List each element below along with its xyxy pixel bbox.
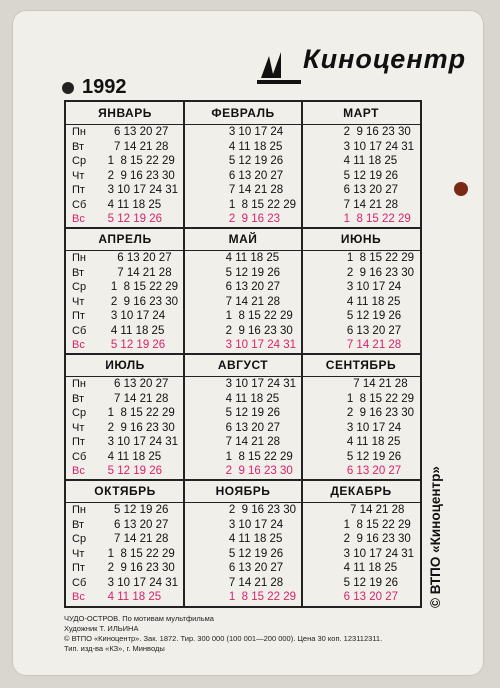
week-row: 7 14 21 28 (107, 140, 169, 153)
weekday-label: Вт (72, 392, 85, 405)
month-block (184, 354, 302, 480)
calendar-grid (64, 100, 422, 608)
grid-divider (66, 479, 420, 481)
month-block (302, 354, 420, 480)
weekday-label: Пт (72, 562, 85, 574)
kinocentr-logo (257, 42, 467, 92)
month-dates (108, 125, 178, 227)
week-row: 5 12 19 26 (343, 576, 399, 589)
month-block (66, 480, 184, 606)
week-row: 1 8 15 22 29 (343, 213, 411, 225)
weekday-label: Вс (72, 591, 85, 603)
footer-line: Тип. изд-ва «КЗ», г. Минводы (64, 644, 165, 653)
week-row: 1 8 15 22 29 (346, 392, 414, 405)
month-name: АВГУСТ (184, 354, 302, 377)
week-row: 6 13 20 27 (110, 252, 172, 264)
week-row: 7 14 21 28 (107, 533, 169, 545)
week-row: 7 14 21 28 (107, 392, 169, 405)
week-row: 1 8 15 22 29 (228, 198, 296, 211)
week-row: 1 8 15 22 29 (110, 281, 178, 293)
week-row: 7 14 21 28 (225, 295, 281, 308)
week-row: 2 9 16 23 30 (107, 562, 175, 574)
week-row: 7 14 21 28 (343, 198, 399, 211)
week-row: 6 13 20 27 (107, 126, 169, 138)
weekday-label: Сб (72, 198, 87, 211)
footer-line: ЧУДО-ОСТРОВ. По мотивам мультфильма (64, 614, 214, 623)
week-row: 4 11 18 25 (225, 252, 280, 264)
week-row: 7 14 21 28 (346, 339, 402, 351)
week-row: 2 9 16 23 30 (110, 295, 178, 308)
week-row: 6 13 20 27 (343, 591, 399, 603)
week-row: 2 9 16 23 30 (225, 324, 293, 337)
week-row: 2 9 16 23 30 (107, 169, 175, 182)
month-block (66, 228, 184, 354)
week-row: 7 14 21 28 (346, 378, 408, 390)
week-row: 5 12 19 26 (228, 547, 284, 560)
week-row: 1 8 15 22 29 (225, 310, 293, 322)
weekday-label: Ср (72, 533, 87, 545)
week-row: 1 8 15 22 29 (107, 547, 175, 560)
week-row: 4 11 18 25 (225, 392, 280, 405)
month-dates (108, 377, 178, 479)
week-row: 1 8 15 22 29 (225, 450, 293, 463)
month-name: ЯНВАРЬ (66, 102, 184, 125)
week-row: 4 11 18 25 (346, 295, 401, 308)
week-row: 3 10 17 24 31 (343, 140, 414, 153)
week-row: 4 11 18 25 (107, 198, 162, 211)
month-name: ФЕВРАЛЬ (184, 102, 302, 125)
month-dates (226, 251, 296, 353)
week-row: 3 10 17 24 (346, 281, 402, 293)
month-block (66, 102, 184, 228)
weekday-label: Ср (72, 407, 87, 419)
week-row: 5 12 19 26 (228, 155, 284, 167)
weekday-label: Сб (72, 324, 87, 337)
month-dates (344, 503, 414, 605)
logo-text: Киноцентр (303, 44, 467, 74)
month-name: ОКТЯБРЬ (66, 480, 184, 503)
month-name: НОЯБРЬ (184, 480, 302, 503)
week-row: 6 13 20 27 (228, 562, 284, 574)
week-row: 1 8 15 22 29 (107, 155, 175, 167)
week-row: 4 11 18 25 (107, 450, 162, 463)
weekday-label: Сб (72, 450, 87, 463)
week-row: 1 8 15 22 29 (346, 252, 414, 264)
month-name: ИЮНЬ (302, 228, 420, 251)
week-row: 6 13 20 27 (346, 465, 402, 477)
week-row: 3 10 17 24 31 (343, 547, 414, 560)
month-dates (344, 125, 414, 227)
year-header (62, 76, 127, 99)
publisher-vertical: © ВТПО «Киноцентр» (428, 466, 443, 608)
weekday-label: Пн (72, 378, 86, 390)
week-row: 6 13 20 27 (107, 378, 169, 390)
week-row: 4 11 18 25 (228, 140, 283, 153)
week-row: 4 11 18 25 (343, 562, 398, 574)
month-dates (347, 251, 414, 353)
week-row: 2 9 16 23 30 (343, 533, 411, 545)
week-row: 5 12 19 26 (110, 339, 166, 351)
week-row: 5 12 19 26 (107, 465, 163, 477)
weekday-label: Вс (72, 213, 85, 225)
week-row: 2 9 16 23 30 (225, 465, 293, 477)
footer-imprint (64, 614, 382, 654)
logo-mark-icon (257, 48, 303, 88)
week-row: 2 9 16 23 30 (107, 421, 175, 434)
week-row: 2 9 16 23 (228, 213, 280, 225)
year-label: 1992 (82, 76, 127, 98)
month-name: СЕНТЯБРЬ (302, 354, 420, 377)
month-block (184, 480, 302, 606)
weekday-label: Чт (72, 547, 85, 560)
week-row: 5 12 19 26 (225, 266, 281, 279)
weekday-label: Чт (72, 295, 85, 308)
week-row: 5 12 19 26 (225, 407, 281, 419)
weekday-label: Сб (72, 576, 87, 589)
footer-line: © ВТПО «Киноцентр». Зак. 1872. Тир. 300 000 (100 001—200 000). Цена 30 коп. 123112311. (64, 634, 383, 643)
week-row: 3 10 17 24 (228, 518, 284, 531)
week-row: 2 9 16 23 30 (346, 266, 414, 279)
week-row: 3 10 17 24 31 (107, 184, 178, 196)
month-name: МАЙ (184, 228, 302, 251)
week-row: 6 13 20 27 (107, 518, 169, 531)
weekday-labels (72, 251, 86, 353)
weekday-labels (72, 125, 86, 227)
weekday-label: Вт (72, 518, 85, 531)
weekday-label: Ср (72, 281, 87, 293)
week-row: 2 9 16 23 30 (346, 407, 414, 419)
bullet-icon (62, 82, 74, 94)
week-row: 3 10 17 24 31 (225, 378, 296, 390)
grid-divider (66, 353, 420, 355)
weekday-label: Пн (72, 126, 86, 138)
weekday-label: Пт (72, 436, 85, 448)
month-block (302, 228, 420, 354)
weekday-label: Вт (72, 266, 85, 279)
week-row: 3 10 17 24 31 (225, 339, 296, 351)
week-row: 5 12 19 26 (343, 169, 399, 182)
week-row: 1 8 15 22 29 (107, 407, 175, 419)
week-row: 7 14 21 28 (228, 576, 284, 589)
week-row: 6 13 20 27 (228, 169, 284, 182)
month-block (302, 102, 420, 228)
stain-mark (454, 182, 468, 196)
week-row: 4 11 18 25 (107, 591, 162, 603)
week-row: 6 13 20 27 (225, 421, 281, 434)
footer-line: Художник Т. ИЛЬИНА (64, 624, 139, 633)
week-row: 7 14 21 28 (228, 184, 284, 196)
weekday-label: Чт (72, 169, 85, 182)
month-name: АПРЕЛЬ (66, 228, 184, 251)
week-row: 7 14 21 28 (110, 266, 172, 279)
week-row: 4 11 18 25 (110, 324, 165, 337)
week-row: 1 8 15 22 29 (228, 591, 296, 603)
weekday-label: Пт (72, 310, 85, 322)
week-row: 4 11 18 25 (228, 533, 283, 545)
month-name: МАРТ (302, 102, 420, 125)
week-row: 6 13 20 27 (346, 324, 402, 337)
week-row: 7 14 21 28 (343, 504, 405, 516)
month-name: ИЮЛЬ (66, 354, 184, 377)
weekday-label: Пн (72, 252, 86, 264)
week-row: 6 13 20 27 (343, 184, 399, 196)
month-dates (226, 377, 296, 479)
month-block (184, 228, 302, 354)
weekday-label: Вс (72, 465, 85, 477)
weekday-labels (72, 503, 86, 605)
week-row: 2 9 16 23 30 (343, 126, 411, 138)
weekday-label: Ср (72, 155, 87, 167)
week-row: 2 9 16 23 30 (228, 504, 296, 516)
week-row: 4 11 18 25 (346, 436, 401, 448)
weekday-label: Вт (72, 140, 85, 153)
week-row: 3 10 17 24 31 (107, 436, 178, 448)
week-row: 5 12 19 26 (346, 450, 402, 463)
month-dates (347, 377, 414, 479)
weekday-label: Чт (72, 421, 85, 434)
month-block (302, 480, 420, 606)
week-row: 3 10 17 24 (110, 310, 166, 322)
month-block (184, 102, 302, 228)
month-name: ДЕКАБРЬ (302, 480, 420, 503)
month-dates (229, 503, 296, 605)
weekday-labels (72, 377, 86, 479)
month-dates (229, 125, 296, 227)
week-row: 5 12 19 26 (107, 504, 169, 516)
month-dates (108, 503, 178, 605)
weekday-label: Вс (72, 339, 85, 351)
month-dates (111, 251, 178, 353)
week-row: 4 11 18 25 (343, 155, 398, 167)
month-block (66, 354, 184, 480)
week-row: 7 14 21 28 (225, 436, 281, 448)
week-row: 6 13 20 27 (225, 281, 281, 293)
grid-divider (66, 227, 420, 229)
week-row: 3 10 17 24 31 (107, 576, 178, 589)
week-row: 1 8 15 22 29 (343, 518, 411, 531)
weekday-label: Пн (72, 504, 86, 516)
week-row: 5 12 19 26 (346, 310, 402, 322)
week-row: 5 12 19 26 (107, 213, 163, 225)
week-row: 3 10 17 24 (228, 126, 284, 138)
weekday-label: Пт (72, 184, 85, 196)
week-row: 3 10 17 24 (346, 421, 402, 434)
